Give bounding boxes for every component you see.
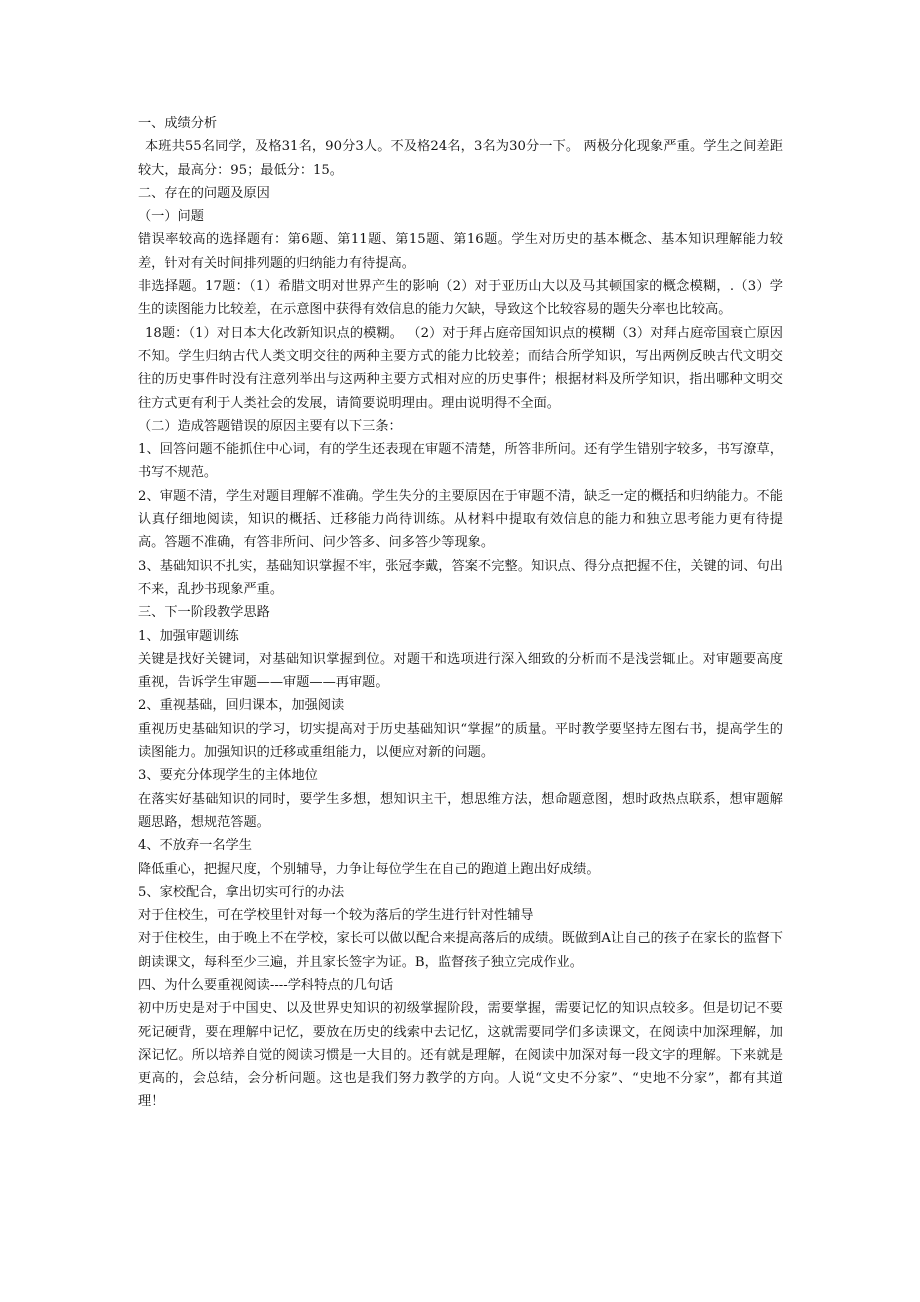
item-heading-4: 4、不放弃一名学生 xyxy=(138,838,252,854)
paragraph-question-18: 18题：（1）对日本大化改新知识点的模糊。 （2）对于拜占庭帝国知识点的模糊（3）对拜占庭帝国衰亡原因不知。学生归纳古代人类文明交往的两种主要方式的能力比较差；而结合所学知识，写出两例反映古代文明交往的历史事件时没有注意列举出与这两种主要方式相对应的历史事件；根据材料及所学知识，指出哪种文明交往方式更有利于人类社会的发展，请简要说明理由。理由说明得不全面。 xyxy=(138,325,783,411)
document-body xyxy=(138,112,783,1114)
paragraph-score-summary: 本班共55名同学，及格31名，90分3人。不及格24名，3名为30分一下。 两极分化现象严重。学生之间差距较大，最高分：95；最低分：15。 xyxy=(138,139,783,178)
item-heading-3: 3、要充分体现学生的主体地位 xyxy=(138,768,318,784)
paragraph-cause-3: 3、基础知识不扎实，基础知识掌握不牢，张冠李戴，答案不完整。知识点、得分点把握不住，关键的词、句出不来，乱抄书现象严重。 xyxy=(138,558,783,597)
paragraph-reading: 初中历史是对于中国史、以及世界史知识的初级掌握阶段，需要掌握，需要记忆的知识点较多。但是切记不要死记硬背，要在理解中记忆，要放在历史的线索中去记忆，这就需要同学们多读课文，在阅读中加深理解，加深记忆。所以培养自觉的阅读习惯是一大目的。还有就是理解，在阅读中加深对每一段文字的理解。下来就是更高的，会总结，会分析问题。这也是我们努力教学的方向。人说“文史不分家”、“史地不分家”，都有其道理！ xyxy=(138,1001,783,1110)
subheading-problems: （一）问题 xyxy=(138,209,204,225)
paragraph-item-1: 关键是找好关键词，对基础知识掌握到位。对题干和选项进行深入细致的分析而不是浅尝辄止。对审题要高度重视，告诉学生审题——审题——再审题。 xyxy=(138,651,783,691)
paragraph-cause-1: 1、回答问题不能抓住中心词，有的学生还表现在审题不清楚，所答非所问。还有学生错别字较多，书写潦草，书写不规范。 xyxy=(138,442,783,481)
paragraph-question-17: 非选择题。17题：（1）希腊文明对世界产生的影响（2）对于亚历山大以及马其顿国家的概念模糊，.（3）学生的读图能力比较差，在示意图中获得有效信息的能力欠缺，导致这个比较容易的题失分率也比较高。 xyxy=(138,279,783,318)
paragraph-item-4: 降低重心，把握尺度，个别辅导，力争让每位学生在自己的跑道上跑出好成绩。 xyxy=(138,861,600,877)
paragraph-item-5a: 对于住校生，可在学校里针对每一个较为落后的学生进行针对性辅导 xyxy=(138,908,534,924)
subheading-error-causes: （二）造成答题错误的原因主要有以下三条： xyxy=(138,418,402,434)
paragraph-multiple-choice: 错误率较高的选择题有：第6题、第11题、第15题、第16题。学生对历史的基本概念、基本知识理解能力较差，针对有关时间排列题的归纳能力有待提高。 xyxy=(138,232,783,271)
section-heading-teaching-plan: 三、下一阶段教学思路 xyxy=(138,605,270,621)
item-heading-2: 2、重视基础，回归课本，加强阅读 xyxy=(138,698,345,714)
section-heading-score-analysis: 一、成绩分析 xyxy=(138,116,218,131)
paragraph-item-2: 重视历史基础知识的学习，切实提高对于历史基础知识“掌握”的质量。平时教学要坚持左图右书，提高学生的读图能力。加强知识的迁移或重组能力，以便应对新的问题。 xyxy=(138,721,783,761)
item-heading-1: 1、加强审题训练 xyxy=(138,628,239,644)
item-heading-5: 5、家校配合，拿出切实可行的办法 xyxy=(138,884,345,900)
paragraph-item-5b: 对于住校生，由于晚上不在学校，家长可以做以配合来提高落后的成绩。既做到A让自己的孩子在家长的监督下朗读课文，每科至少三遍，并且家长签字为证。B，监督孩子独立完成作业。 xyxy=(138,931,783,970)
section-heading-reading: 四、为什么要重视阅读----学科特点的几句话 xyxy=(138,977,394,993)
section-heading-problems: 二、存在的问题及原因 xyxy=(138,185,270,201)
paragraph-item-3: 在落实好基础知识的同时，要学生多想，想知识主干，想思维方法，想命题意图，想时政热点联系，想审题解题思路，想规范答题。 xyxy=(138,791,783,830)
paragraph-cause-2: 2、审题不清，学生对题目理解不准确。学生失分的主要原因在于审题不清，缺乏一定的概括和归纳能力。不能认真仔细地阅读，知识的概括、迁移能力尚待训练。从材料中提取有效信息的能力和独立思考能力更有待提高。答题不准确，有答非所问、问少答多、问多答少等现象。 xyxy=(138,488,783,551)
